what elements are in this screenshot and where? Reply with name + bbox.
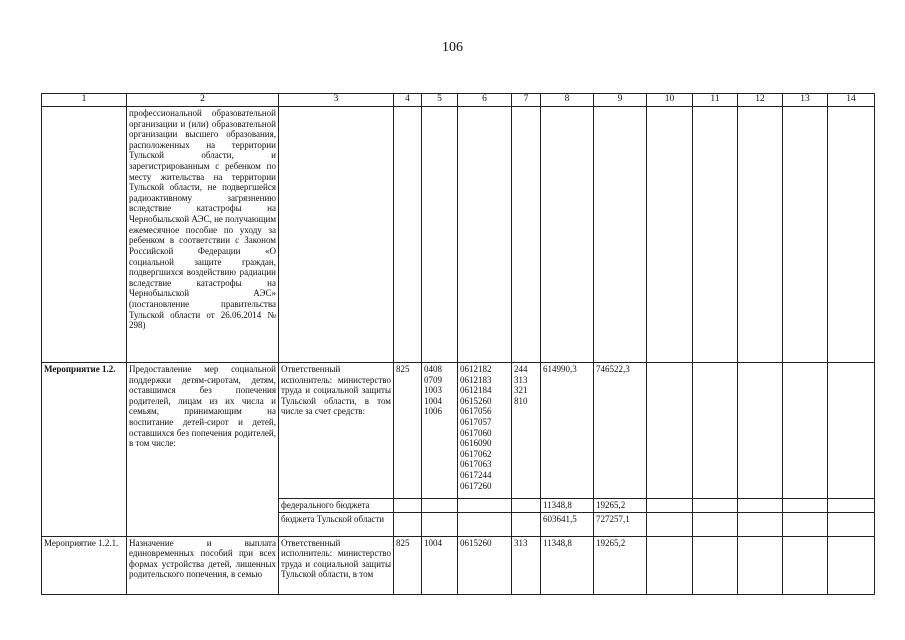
cell-empty bbox=[512, 499, 541, 513]
cell-empty bbox=[279, 107, 394, 363]
col8-cell: 11348,8 bbox=[541, 536, 594, 594]
col8-cell: 614990,3 bbox=[541, 363, 594, 499]
col4-cell: 825 bbox=[394, 536, 422, 594]
cell-empty bbox=[828, 107, 875, 363]
header-cell: 13 bbox=[783, 94, 828, 107]
col7-cell bbox=[512, 363, 541, 499]
cell-empty bbox=[783, 536, 828, 594]
cell-empty bbox=[647, 363, 693, 499]
code-value: 0408 bbox=[424, 364, 442, 374]
continuation-note: (постановление правительства Тульской области от 26.06.2014 № 298) bbox=[129, 298, 276, 331]
activity-name-cell: Мероприятие 1.2.1. bbox=[42, 536, 127, 594]
cell-empty bbox=[693, 363, 738, 499]
code-value: 313 bbox=[514, 374, 528, 385]
cell-empty bbox=[512, 512, 541, 536]
code-value: 810 bbox=[514, 395, 528, 406]
col5-cell bbox=[422, 363, 458, 499]
cell-empty bbox=[693, 107, 738, 363]
code-value: 1003 bbox=[424, 385, 442, 396]
code-value: 1006 bbox=[424, 406, 442, 417]
table-row-1-2-1 bbox=[42, 536, 875, 594]
cell-empty bbox=[647, 536, 693, 594]
cell-empty bbox=[738, 499, 783, 513]
table-row-1-2 bbox=[42, 363, 875, 499]
activity-description-cell: Назначение и выплата единовременных пособий при всех формах устройства детей, лишенных родительского попечения, в семью bbox=[127, 536, 279, 594]
code-value: 1004 bbox=[424, 395, 442, 406]
col4-cell: 825 bbox=[394, 363, 422, 499]
code-value: 0617244 bbox=[460, 470, 492, 481]
code-value: 321 bbox=[514, 385, 528, 396]
cell-empty bbox=[394, 512, 422, 536]
header-cell: 11 bbox=[693, 94, 738, 107]
responsible-cell: Ответственный исполнитель: министерство труда и социальной защиты Тульской области, в том bbox=[279, 536, 394, 594]
cell-empty bbox=[422, 107, 458, 363]
cell-empty bbox=[541, 107, 594, 363]
cell-empty bbox=[828, 363, 875, 499]
header-cell: 6 bbox=[458, 94, 512, 107]
cell-empty bbox=[512, 107, 541, 363]
code-value: 244 bbox=[514, 364, 528, 374]
cell-empty bbox=[783, 363, 828, 499]
cell-empty bbox=[647, 499, 693, 513]
code-value: 0617063 bbox=[460, 459, 492, 470]
header-cell: 4 bbox=[394, 94, 422, 107]
col9-cell: 19265,2 bbox=[594, 536, 647, 594]
cell-empty bbox=[647, 512, 693, 536]
code-value: 0617057 bbox=[460, 417, 492, 428]
header-cell: 1 bbox=[42, 94, 127, 107]
cell-empty bbox=[42, 107, 127, 363]
col8-cell: 11348,8 bbox=[541, 499, 594, 513]
cell-empty bbox=[738, 512, 783, 536]
page-number: 106 bbox=[442, 40, 463, 55]
funding-source-label: бюджета Тульской области bbox=[279, 512, 394, 536]
header-cell: 7 bbox=[512, 94, 541, 107]
cell-empty bbox=[783, 107, 828, 363]
code-value: 0612182 bbox=[460, 364, 492, 374]
col9-cell: 19265,2 bbox=[594, 499, 647, 513]
continuation-description-cell bbox=[127, 107, 279, 363]
cell-empty bbox=[828, 536, 875, 594]
header-cell: 5 bbox=[422, 94, 458, 107]
header-cell: 2 bbox=[127, 94, 279, 107]
cell-empty bbox=[394, 107, 422, 363]
cell-empty bbox=[828, 499, 875, 513]
code-value: 0617062 bbox=[460, 448, 492, 459]
cell-empty bbox=[783, 499, 828, 513]
cell-empty bbox=[422, 512, 458, 536]
cell-empty bbox=[394, 499, 422, 513]
cell-empty bbox=[828, 512, 875, 536]
col6-cell bbox=[458, 363, 512, 499]
cell-empty bbox=[458, 499, 512, 513]
header-cell: 12 bbox=[738, 94, 783, 107]
code-value: 0617260 bbox=[460, 480, 492, 491]
cell-empty bbox=[783, 512, 828, 536]
col5-cell: 1004 bbox=[422, 536, 458, 594]
cell-empty bbox=[458, 512, 512, 536]
activity-name-cell: Мероприятие 1.2. bbox=[42, 363, 127, 537]
continuation-description: профессиональной образовательной организации и (или) образовательной организации высшего образования, расположенных на территории Тульской области, и зарегистрированным с ребенком по месту жительства на территории Тульской области, не подвергшейся радиоактивному загрязнению вследствие катастрофы на Чернобыльской АЭС, не получающим ежемесячное пособие по уходу за ребенком в соответствии с Законом Российской Федерации «О социальной защите граждан, подвергшихся воздействию радиации вследствие катастрофы на Чернобыльской АЭС» bbox=[129, 108, 277, 299]
header-cell: 10 bbox=[647, 94, 693, 107]
code-value: 0616090 bbox=[460, 438, 492, 449]
header-cell: 9 bbox=[594, 94, 647, 107]
header-cell: 3 bbox=[279, 94, 394, 107]
col9-cell: 746522,3 bbox=[594, 363, 647, 499]
cell-empty bbox=[693, 499, 738, 513]
cell-empty bbox=[594, 107, 647, 363]
code-value: 0615260 bbox=[460, 395, 492, 406]
code-value: 0617056 bbox=[460, 406, 492, 417]
responsible-cell: Ответственный исполнитель: министерство труда и социальной защиты Тульской области, в том числе за счет средств: bbox=[279, 363, 394, 499]
header-row bbox=[42, 94, 875, 107]
cell-empty bbox=[647, 107, 693, 363]
cell-empty bbox=[458, 107, 512, 363]
cell-empty bbox=[738, 363, 783, 499]
code-value: 0617060 bbox=[460, 427, 492, 438]
cell-empty bbox=[738, 536, 783, 594]
header-cell: 8 bbox=[541, 94, 594, 107]
code-value: 0612183 bbox=[460, 374, 492, 385]
activity-description-cell: Предоставление мер социальной поддержки детям-сиротам, детям, оставшимся без попечения родителей, лицам из их числа и семьям, принимающим на воспитание детей-сирот и детей, оставшихся без попечения родителей, в том числе: bbox=[127, 363, 279, 537]
header-cell: 14 bbox=[828, 94, 875, 107]
cell-empty bbox=[693, 536, 738, 594]
funding-source-label: федерального бюджета bbox=[279, 499, 394, 513]
cell-empty bbox=[422, 499, 458, 513]
col9-cell: 727257,1 bbox=[594, 512, 647, 536]
code-value: 0709 bbox=[424, 374, 442, 385]
col6-cell: 0615260 bbox=[458, 536, 512, 594]
col7-cell: 313 bbox=[512, 536, 541, 594]
cell-empty bbox=[738, 107, 783, 363]
program-table bbox=[41, 93, 875, 595]
code-value: 0612184 bbox=[460, 385, 492, 396]
cell-empty bbox=[693, 512, 738, 536]
table-row-continuation bbox=[42, 107, 875, 363]
col8-cell: 603641,5 bbox=[541, 512, 594, 536]
